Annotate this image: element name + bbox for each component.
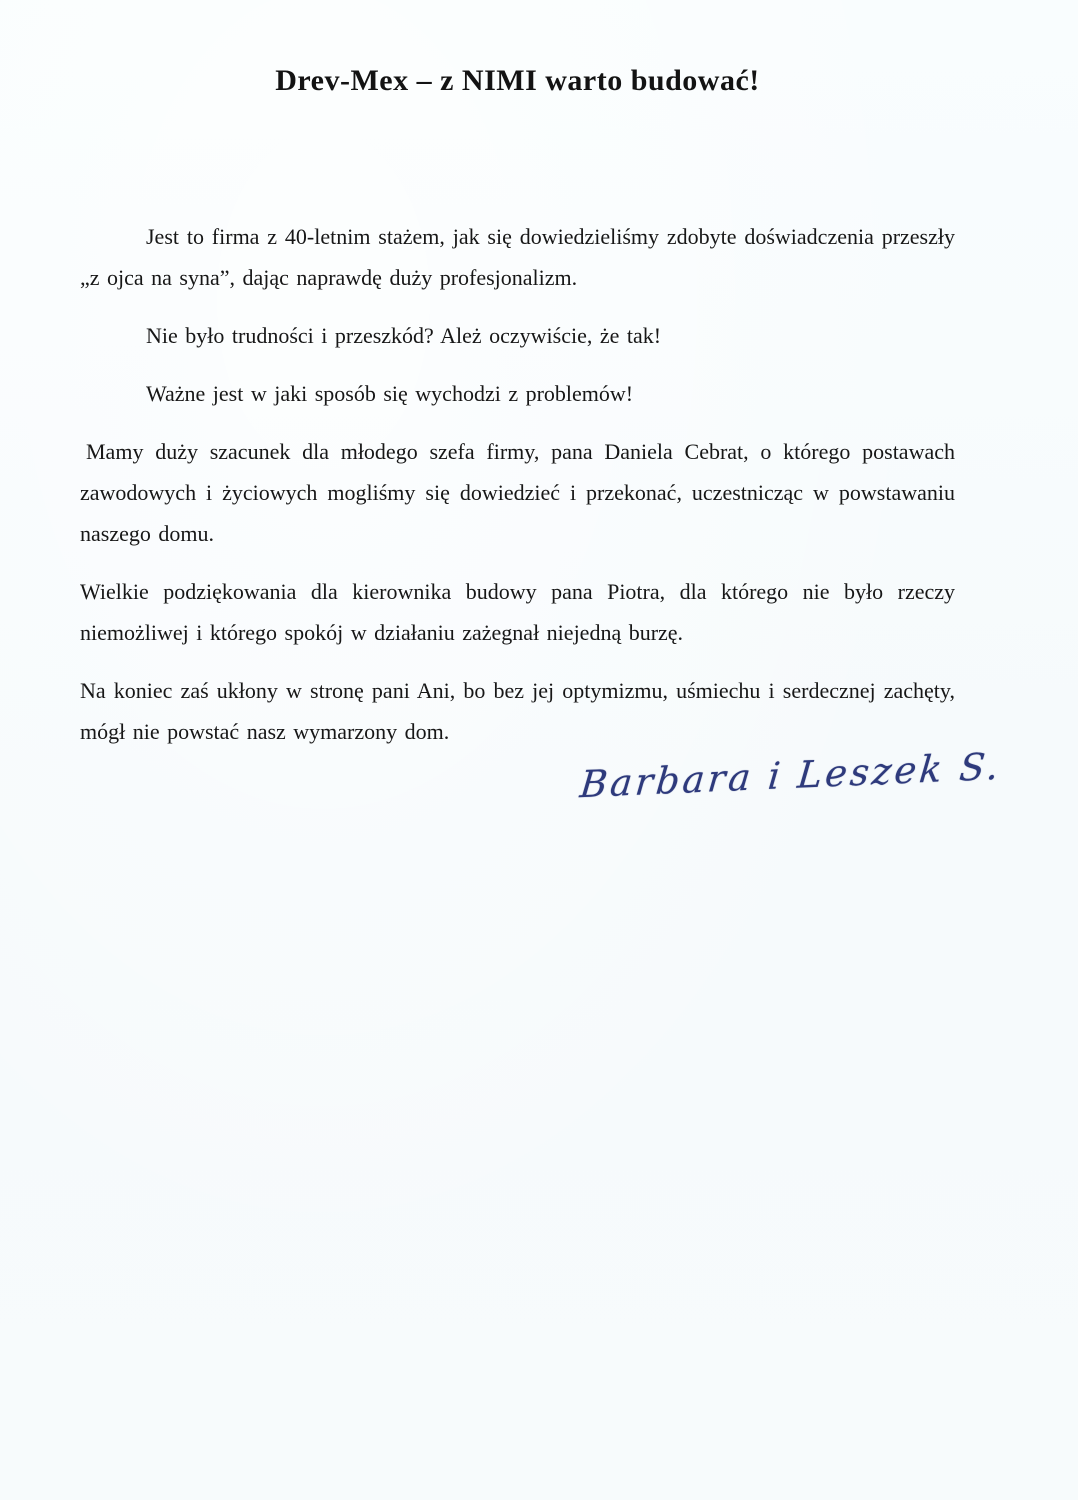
paragraph-thanks-ani: Na koniec zaś ukłony w stronę pani Ani, bo bez jej optymizmu, uśmiechu i serdecznej zachęty, mógł nie powstać nasz wymarzony dom.	[80, 678, 955, 744]
page-title: Drev-Mex – z NIMI warto budować!	[275, 64, 760, 97]
signature-text: Barbara i Leszek S.	[578, 744, 1004, 807]
paragraph-difficulties: Nie było trudności i przeszkód? Ależ oczywiście, że tak!	[146, 323, 662, 348]
handwritten-signature	[578, 744, 1004, 807]
letter-body	[80, 216, 955, 752]
paragraph-experience: Jest to firma z 40-letnim stażem, jak się dowiedzieliśmy zdobyte doświadczenia przeszły „z ojca na syna”, dając naprawdę duży profesjonalizm.	[80, 224, 955, 290]
paragraph-thanks-manager: Wielkie podziękowania dla kierownika budowy pana Piotra, dla którego nie było rzeczy niemożliwej i którego spokój w działaniu zażegnał niejedną burzę.	[80, 579, 955, 645]
paragraph-problems: Ważne jest w jaki sposób się wychodzi z problemów!	[146, 381, 634, 406]
paragraph-respect-owner: Mamy duży szacunek dla młodego szefa firmy, pana Daniela Cebrat, o którego postawach zawodowych i życiowych mogliśmy się dowiedzieć i przekonać, uczestnicząc w powstawaniu naszego domu.	[80, 439, 955, 546]
